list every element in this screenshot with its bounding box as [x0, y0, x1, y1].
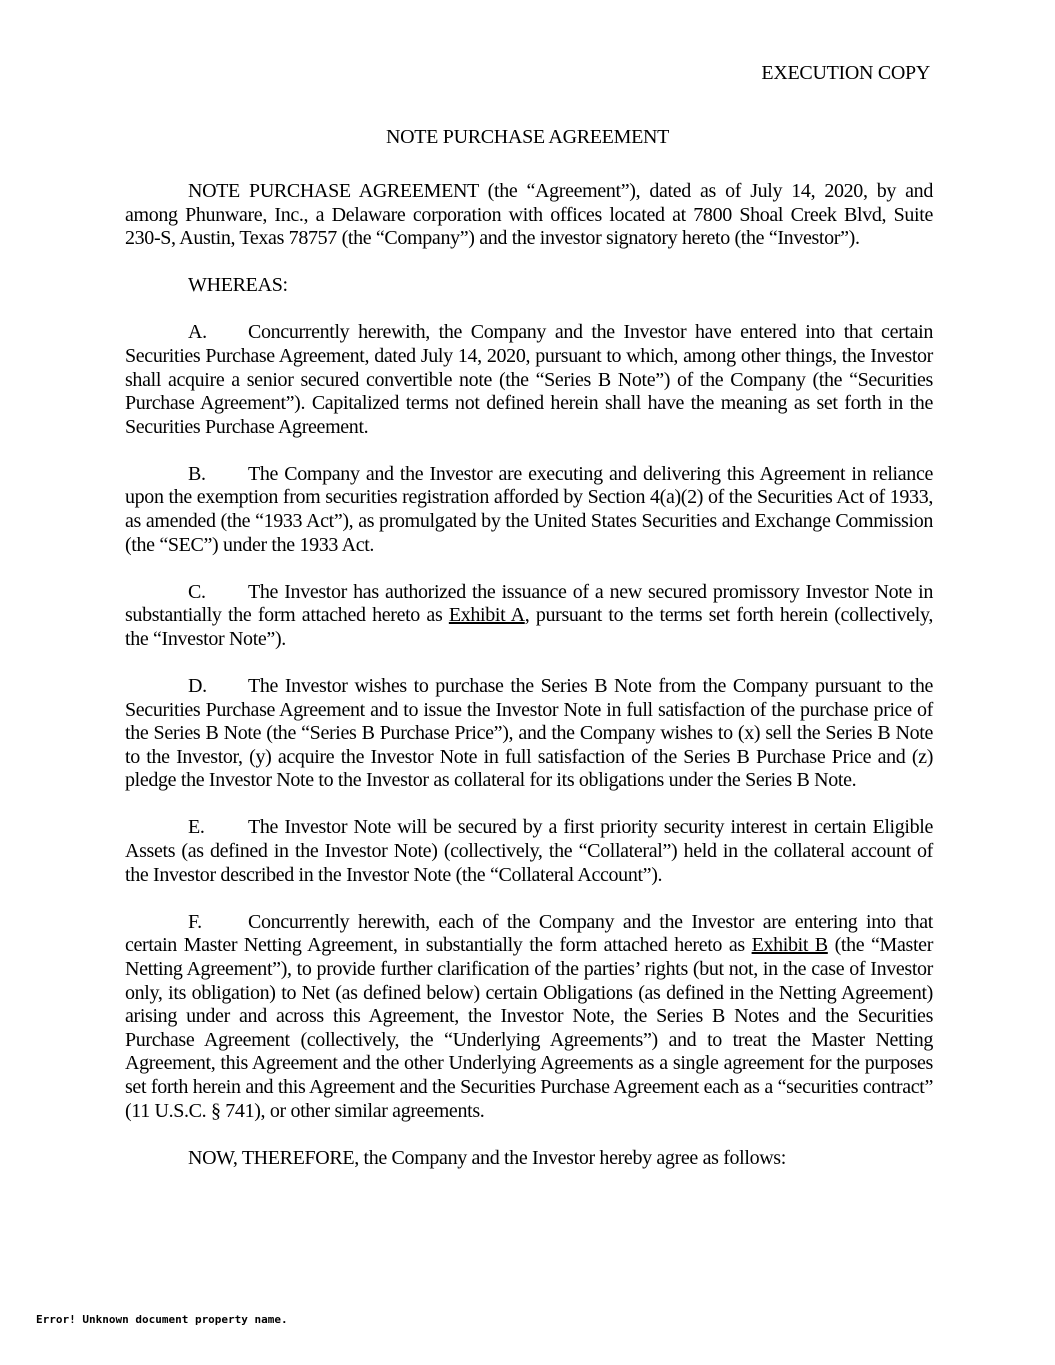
recital-e — [125, 816, 933, 887]
execution-copy-label: EXECUTION COPY — [761, 62, 930, 84]
recital-f-label: F. — [188, 910, 202, 933]
intro-text: NOTE PURCHASE AGREEMENT (the “Agreement”), dated as of July 14, 2020, by and among Phunware, Inc., a Delaware corporation with offices located at 7800 Shoal Creek Blvd, Suite 230-S, Austin, Texas 78757 (the “Company”) and the investor signatory hereto (the “Investor”). — [125, 180, 933, 250]
document-body — [125, 180, 933, 1194]
recital-f-text-post: (the “Master Netting Agreement”), to provide further clarification of the parties’ rights (but not, in the case of Investor only, its obligation) to Net (as defined below) certain Obligations (as defined in the Netting Agreement) arising under and across this Agreement, the Investor Note, the Series B Notes and the Securities Purchase Agreement (collectively, the “Underlying Agreements”) and to treat the Master Netting Agreement, this Agreement and the other Underlying Agreements as a single agreement for the purposes set forth herein and this Agreement and the Securities Purchase Agreement each as a “securities contract” (11 U.S.C. § 741), or other similar agreements. — [125, 934, 933, 1122]
recital-c-label: C. — [188, 580, 206, 603]
whereas-heading: WHEREAS: — [188, 274, 288, 297]
recital-a-label: A. — [188, 321, 207, 344]
recital-c-text-pre: The Investor has authorized the issuance of a new secured promissory Investor Note in substantially the form attached hereto as — [125, 580, 933, 627]
footer-error-text: Error! Unknown document property name. — [36, 1313, 288, 1326]
recital-d-label: D. — [188, 675, 207, 697]
intro-paragraph — [125, 180, 933, 251]
recital-a — [125, 321, 933, 439]
recital-e-text: The Investor Note will be secured by a first priority security interest in certain Eligible Assets (as defined in the Investor Note) (collectively, the “Collateral”) held in the collateral account of the Investor described in the Investor Note (the “Collateral Account”). — [125, 816, 933, 886]
recital-f-text-pre: Concurrently herewith, each of the Company and the Investor are entering into that certain Master Netting Agreement, in substantially the form attached hereto as — [125, 910, 933, 957]
recital-b — [125, 463, 933, 557]
recital-c-text-post: , pursuant to the terms set forth herein (collectively, the “Investor Note”). — [125, 604, 933, 650]
recital-f — [125, 911, 933, 1123]
recital-c — [125, 581, 933, 652]
exhibit-a-link[interactable]: Exhibit A — [448, 604, 525, 627]
recital-a-text: Concurrently herewith, the Company and the Investor have entered into that certain Securities Purchase Agreement, dated July 14, 2020, pursuant to which, among other things, the Investor shall acquire a senior secured convertible note (the “Series B Note”) of the Company (the “Securities Purchase Agreement”). Capitalized terms not defined herein shall have the meaning as set forth in the Securities Purchase Agreement. — [125, 321, 933, 438]
recital-b-text: The Company and the Investor are executing and delivering this Agreement in reliance upon the exemption from securities registration afforded by Section 4(a)(2) of the Securities Act of 1933, as amended (the “1933 Act”), as promulgated by the United States Securities and Exchange Commission (the “SEC”) under the 1933 Act. — [125, 462, 933, 556]
recital-b-label: B. — [188, 462, 206, 485]
recital-e-label: E. — [188, 816, 205, 839]
now-therefore-paragraph — [125, 1147, 933, 1171]
document-title: NOTE PURCHASE AGREEMENT — [385, 126, 670, 148]
recital-d-text: The Investor wishes to purchase the Series B Note from the Company pursuant to the Securities Purchase Agreement and to issue the Investor Note in full satisfaction of the purchase price of the Series B Note (the “Series B Purchase Price”), and the Company wishes to (x) sell the Series B Note to the Investor, (y) acquire the Investor Note in full satisfaction of the Series B Purchase Price and (z) pledge the Investor Note to the Investor as collateral for its obligations under the Series B Note. — [125, 675, 933, 792]
exhibit-b-link[interactable]: Exhibit B — [751, 934, 828, 957]
recital-d — [125, 675, 933, 793]
now-therefore-text: NOW, THEREFORE, the Company and the Investor hereby agree as follows: — [188, 1146, 786, 1169]
